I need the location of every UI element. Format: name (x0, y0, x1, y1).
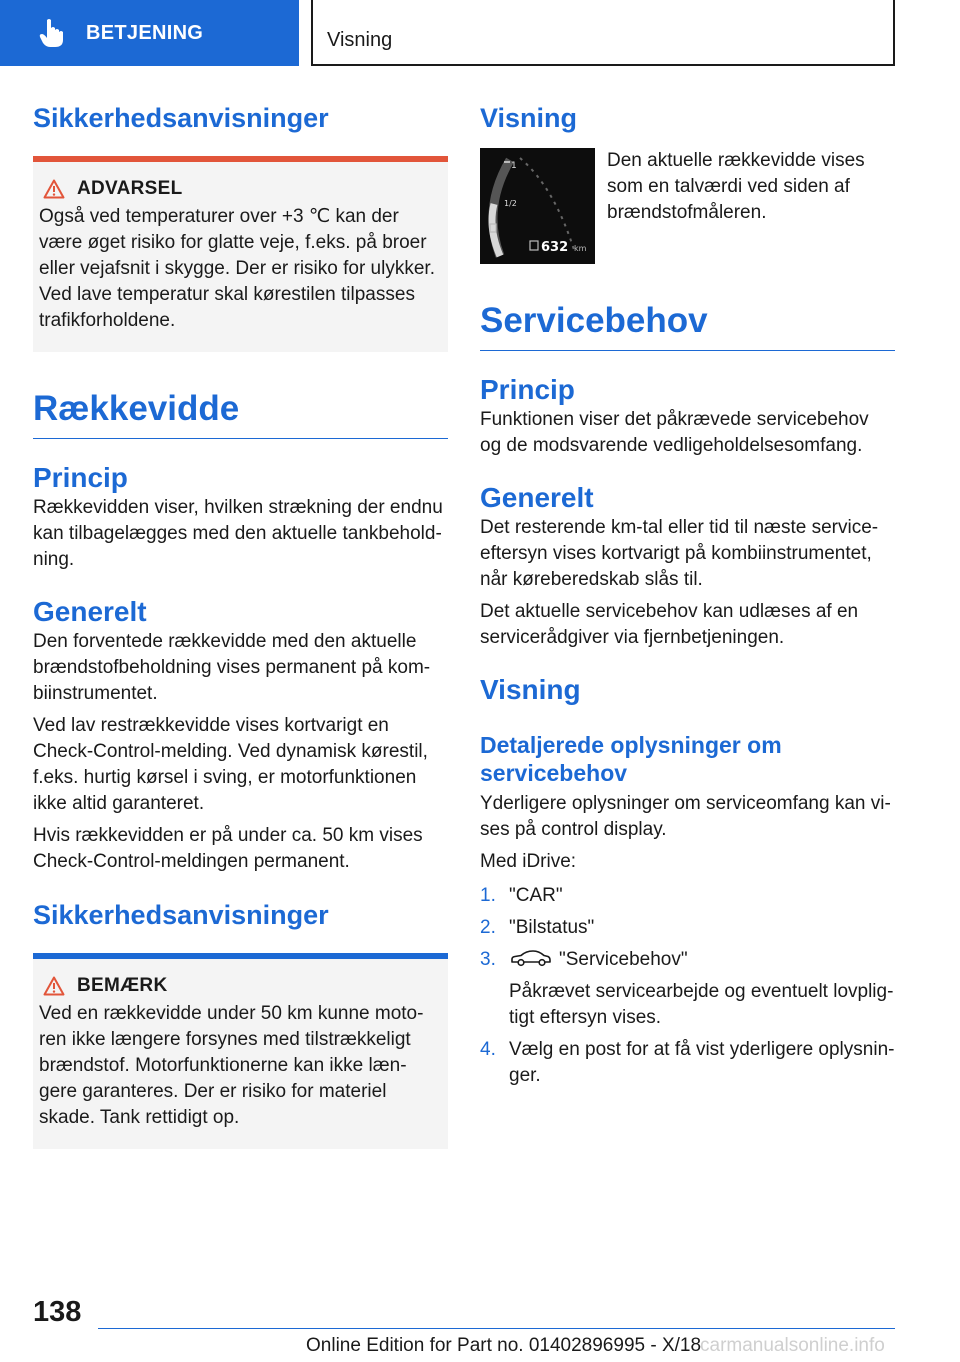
idrive-label: Med iDrive: (480, 851, 577, 872)
instrument-cluster-image (480, 148, 595, 264)
range-unit: km (574, 244, 587, 253)
page-number: 138 (33, 1296, 82, 1328)
warning-triangle-icon (43, 179, 65, 199)
pointing-hand-icon (38, 18, 66, 48)
generelt-paragraph: Den forventede rækkevidde med den aktuelle brændstofbeholdning vises permanent på kombiinstrumentet. (33, 631, 431, 704)
footer-divider (98, 1328, 895, 1329)
left-column (33, 100, 448, 1149)
note-callout-title (43, 975, 438, 997)
princip-heading: Princip (480, 374, 575, 405)
step-subtext: Påkrævet servicearbejde og eventuelt lovpligtigt eftersyn vises. (509, 981, 894, 1028)
range-value: 632 (541, 240, 569, 255)
list-item (480, 947, 895, 1031)
step-text: "Servicebehov" (559, 949, 688, 970)
note-title-text: BEMÆRK (77, 975, 168, 996)
generelt-paragraph: Det resterende km-tal eller tid til næste serviceeftersyn vises kortvarigt på kombiinstrumentet, når køreberedskab slås til. (480, 517, 879, 590)
generelt-paragraph: Ved lav restrækkevidde vises kortvarigt en Check-Control-melding. Ved dynamisk kørestil, f.eks. hurtig kørsel i sving, er motorfunktionen ikke altid garanteret. (33, 715, 428, 814)
step-text: "Bilstatus" (509, 917, 595, 938)
warning-callout (33, 156, 448, 352)
generelt-heading: Generelt (33, 596, 147, 627)
note-text: Ved en rækkevidde under 50 km kunne motoren ikke længere forsynes med tilstrækkeligt brændstof. Motorfunktionerne kan ikke længere garanteres. Der er risiko for materiel skade. Tank rettidigt op. (39, 1003, 424, 1128)
gauge-mid-label: 1/2 (504, 199, 517, 208)
visning-heading-2: Visning (480, 674, 581, 705)
list-item (480, 915, 895, 941)
chapter-title-raekkevidde: Rækkevidde (33, 388, 448, 439)
range-display-row (480, 148, 895, 264)
generelt-heading: Generelt (480, 482, 594, 513)
edition-text: Online Edition for Part no. 01402896995 - X/18 (306, 1335, 702, 1356)
step-number: 2. (480, 917, 496, 938)
chapter-title-servicebehov: Servicebehov (480, 300, 895, 351)
step-text: Vælg en post for at få vist yderligere oplysninger. (509, 1039, 895, 1086)
generelt-paragraph: Hvis rækkevidden er på under ca. 50 km vises Check-Control-meldingen permanent. (33, 825, 423, 872)
section-tab-label: BETJENING (86, 21, 204, 44)
safety-heading: Sikkerhedsanvisninger (33, 900, 329, 930)
watermark: carmanualsonline.info (700, 1335, 885, 1356)
list-item (480, 883, 895, 909)
warning-callout-title (43, 178, 438, 200)
princip-text: Rækkevidden viser, hvilken strækning der endnu kan tilbagelægges med den aktuelle tankbeholdning. (33, 497, 443, 570)
note-callout (33, 953, 448, 1149)
car-icon (509, 949, 553, 967)
details-heading: Detaljerede oplysninger om servicebehov (480, 732, 782, 786)
topic-header (311, 0, 895, 66)
gauge-top-label: 1 (511, 161, 517, 171)
topic-label: Visning (327, 29, 393, 51)
step-text: "CAR" (509, 885, 563, 906)
details-text: Yderligere oplysninger om serviceomfang kan vises på control display. (480, 793, 891, 840)
section-tab[interactable] (0, 0, 299, 66)
princip-heading: Princip (33, 462, 128, 493)
safety-heading: Sikkerhedsanvisninger (33, 103, 329, 133)
step-number: 1. (480, 885, 496, 906)
step-number: 3. (480, 949, 496, 970)
princip-text: Funktionen viser det påkrævede servicebehov og de modsvarende vedligeholdelsesomfang. (480, 409, 869, 456)
visning-text: Den aktuelle rækkevidde vises som en talværdi ved siden af brændstofmåleren. (607, 150, 865, 223)
generelt-paragraph: Det aktuelle servicebehov kan udlæses af en servicerådgiver via fjernbetjeningen. (480, 601, 859, 648)
visning-heading: Visning (480, 103, 578, 133)
list-item (480, 1037, 895, 1089)
step-number: 4. (480, 1039, 496, 1060)
warning-triangle-icon (43, 976, 65, 996)
steps-list (480, 883, 895, 1089)
right-column (480, 100, 895, 1089)
warning-title-text: ADVARSEL (77, 178, 183, 199)
warning-text: Også ved temperaturer over +3 ℃ kan der være øget risiko for glatte veje, f.eks. på broer eller vejafsnit i skygge. Der er risiko for ulykker. Ved lave temperatur skal kørestilen tilpasses trafikforholdene. (39, 206, 435, 331)
